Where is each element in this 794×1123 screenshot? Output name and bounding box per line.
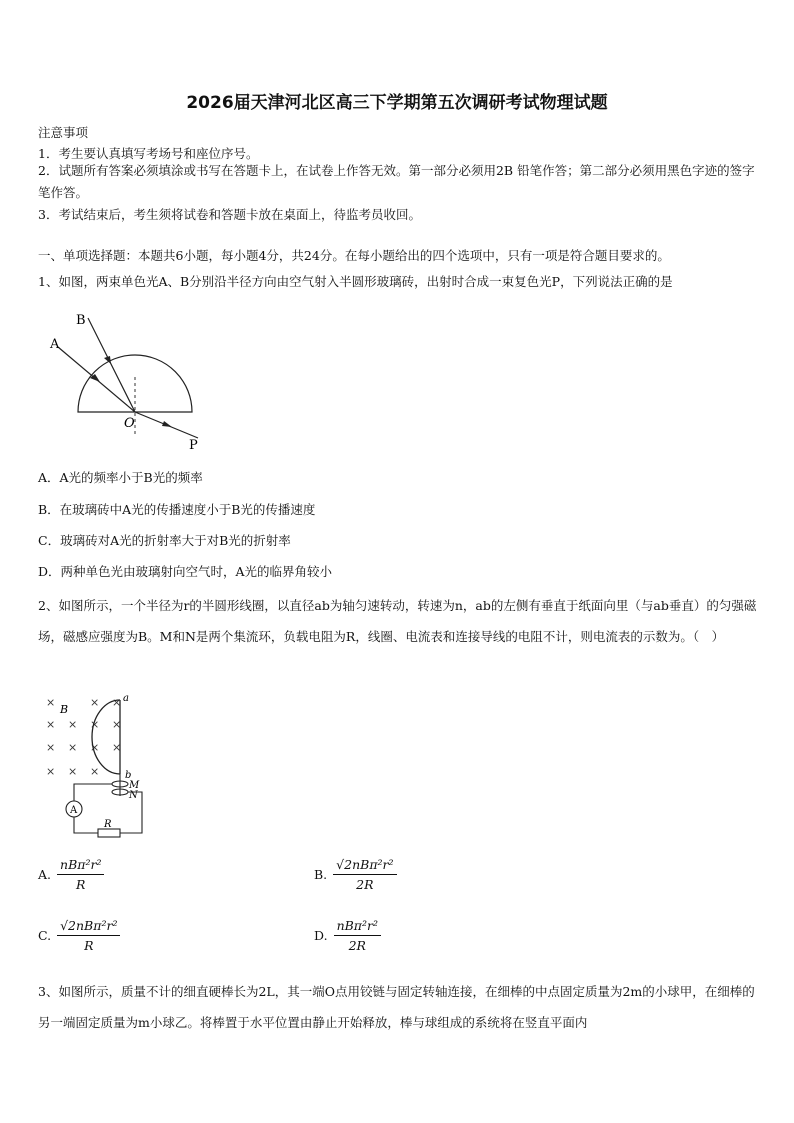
denominator: 2R [348,938,366,953]
fraction [57,918,120,953]
label-b: b [125,770,132,781]
numerator: √2nBπ²r² [57,918,120,936]
label-m: M [129,780,140,791]
q2-option-c [38,918,120,953]
option-letter: A. [38,867,52,882]
ray-p-arrow [162,421,172,427]
q2-stem: 2、如图所示，一个半径为r的半圆形线圈，以直径ab为轴匀速转动，转速为n，ab的左侧有垂直于纸面向里（与ab垂直）的匀强磁场，磁感应强度为B。M和N是两个集流环，负载电阻为R，线圈、电流表和连接导线的电阻不计，则电流表的示数为。（ ） [38,598,757,644]
field-cross: × [46,741,56,754]
q3-stem: 3、如图所示，质量不计的细直硬棒长为2L，其一端O点用铰链与固定转轴连接，在细棒的中点固定质量为2m的小球甲，在细棒的另一端固定质量为m小球乙。将棒置于水平位置由静止开始释放，棒与球组成的系统将在竖直平面内 [38,984,755,1030]
fraction [333,857,396,892]
label-field-b: B [60,703,69,716]
field-cross: × [112,718,122,731]
wire-left [74,784,112,801]
label-o: O [124,416,135,431]
ammeter-label: A [70,805,78,816]
field-cross: × [90,741,100,754]
q1-stem: 1、如图，两束单色光A、B分别沿半径方向由空气射入半圆形玻璃砖，出射时合成一束复色光P，下列说法正确的是 [38,274,673,289]
q1-option-a: A．A光的频率小于B光的频率 [38,470,203,485]
option-letter: D. [314,928,328,943]
field-cross: × [90,765,100,778]
option-letter: B. [314,867,328,882]
denominator: R [76,877,86,892]
q2-option-a [38,857,104,892]
ray-b [88,318,135,412]
field-cross: × [90,718,100,731]
q1-option-b: B．在玻璃砖中A光的传播速度小于B光的传播速度 [38,502,316,517]
field-cross: × [68,718,78,731]
field-cross: × [68,741,78,754]
notice-item-3: 3．考试结束后，考生须将试卷和答题卡放在桌面上，待监考员收回。 [38,207,421,222]
fraction [57,857,104,892]
field-cross: × [112,696,122,709]
q1-option-d: D．两种单色光由玻璃射向空气时，A光的临界角较小 [38,564,333,579]
label-p: P [189,438,198,453]
label-a: a [123,693,129,704]
numerator: √2nBπ²r² [333,857,396,875]
field-cross: × [46,696,56,709]
label-b: B [76,313,86,328]
denominator: 2R [356,877,374,892]
fraction [334,918,381,953]
notice-item-2: 2．试题所有答案必须填涂或书写在答题卡上，在试卷上作答无效。第一部分必须用2B 铅笔作答；第二部分必须用黑色字迹的签字笔作答。 [38,163,755,200]
resistor-icon [98,829,120,837]
label-a: A [50,337,60,352]
page-title: 2026届天津河北区高三下学期第五次调研考试物理试题 [186,93,608,113]
field-cross: × [46,765,56,778]
field-cross: × [68,765,78,778]
label-n: N [129,790,138,801]
notice-item-1: 1．考生要认真填写考场号和座位序号。 [38,146,259,161]
section-heading: 一、单项选择题：本题共6小题，每小题4分，共24分。在每小题给出的四个选项中，只有一项是符合题目要求的。 [38,248,670,263]
field-cross: × [112,741,122,754]
numerator: nBπ²r² [334,918,381,936]
q1-option-c: C．玻璃砖对A光的折射率大于对B光的折射率 [38,533,291,548]
q2-option-b [314,857,397,892]
option-letter: C. [38,928,52,943]
wire-bottom-left [74,817,98,833]
numerator: nBπ²r² [57,857,104,875]
semicircular-coil [92,700,120,774]
q2-option-d [314,918,381,953]
field-cross: × [46,718,56,731]
q2-figure [38,688,158,838]
notice-heading: 注意事项 [38,125,89,140]
resistor-label: R [104,819,112,830]
q1-figure [40,300,220,460]
field-cross: × [90,696,100,709]
denominator: R [84,938,94,953]
